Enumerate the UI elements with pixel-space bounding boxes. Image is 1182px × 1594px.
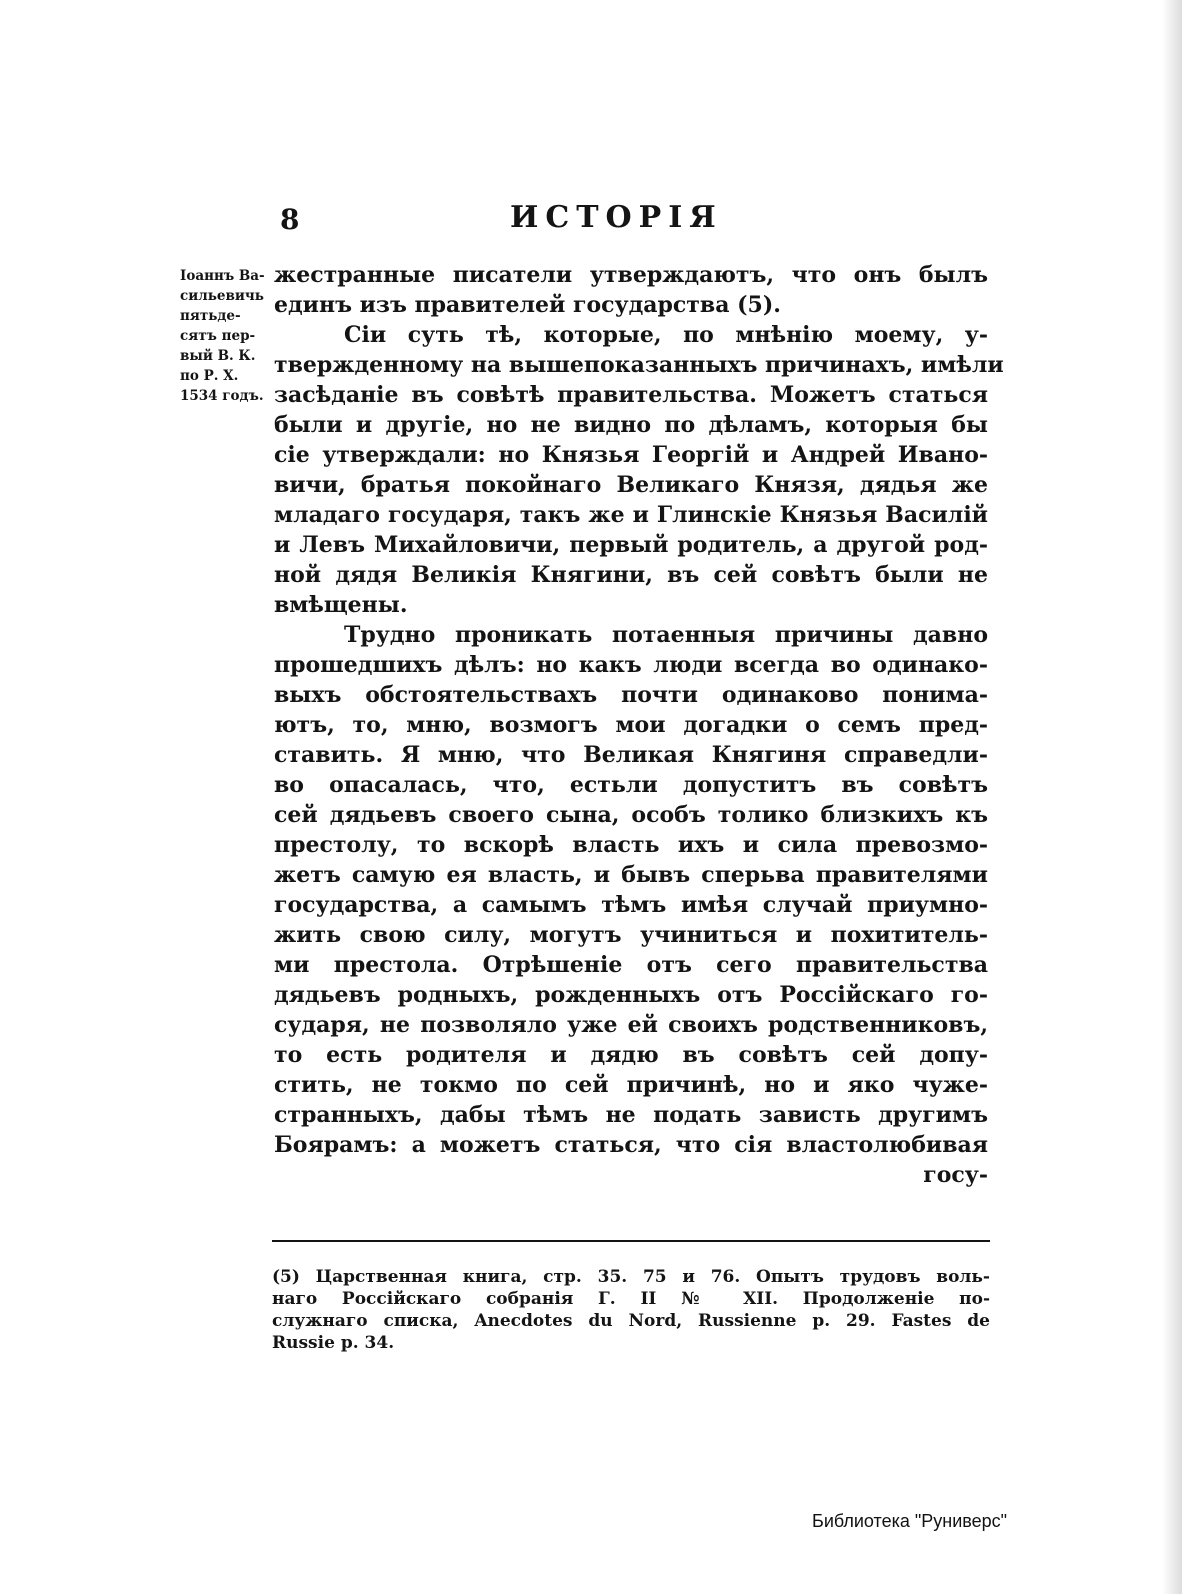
margin-note-line: сятъ пер-: [180, 328, 256, 344]
text-line: засѣданіе въ совѣтѣ правительства. Можетъ статься: [274, 382, 988, 408]
text-line: твержденному на вышепоказанныхъ причинахъ, имѣли: [274, 352, 1004, 378]
margin-note-line: вый В. К.: [180, 348, 256, 364]
text-line: выхъ обстоятельствахъ почти одинаково понима-: [274, 682, 988, 708]
text-line: ставить. Я мню, что Великая Княгиня справедли-: [274, 742, 988, 768]
text-line: стить, не токмо по сей причинѣ, но и яко чуже-: [274, 1072, 988, 1098]
text-line: во опасалась, что, естьли допуститъ въ совѣтъ: [274, 772, 988, 798]
footnote-rule: [272, 1240, 990, 1242]
text-line: ми престола. Отрѣшеніе отъ сего правительства: [274, 952, 988, 978]
margin-note: [180, 266, 280, 406]
text-line: то есть родителя и дядю въ совѣтъ сей допу-: [274, 1042, 988, 1068]
text-line: престолу, то вскорѣ власть ихъ и сила превозмо-: [274, 832, 988, 858]
page-number: 8: [280, 203, 300, 236]
text-line: жестранные писатели утверждаютъ, что онъ былъ: [274, 262, 988, 288]
running-title: ИСТОРІЯ: [510, 200, 723, 235]
text-line: странныхъ, дабы тѣмъ не подать зависть другимъ: [274, 1102, 988, 1128]
footnote: [272, 1266, 990, 1354]
text-line: жить свою силу, могутъ учиниться и похититель-: [274, 922, 988, 948]
text-line: единъ изъ правителей государства (5).: [274, 292, 781, 318]
page-edge-shadow: [1162, 0, 1182, 1594]
text-line: ютъ, то, мню, возмогъ мои догадки о семъ пред-: [274, 712, 988, 738]
text-line: жетъ самую ея власть, и бывъ сперьва правителями: [274, 862, 988, 888]
margin-note-line: сильевичь: [180, 288, 264, 304]
margin-note-line: 1534 годъ.: [180, 388, 264, 404]
text-line: были и другіе, но не видно по дѣламъ, которыя бы: [274, 412, 988, 438]
footnote-line: наго Россійскаго собранія Г. II № XII. Продолженіе по-: [272, 1289, 990, 1309]
text-line: Боярамъ: а можетъ статься, что сія властолюбивая: [274, 1132, 988, 1158]
text-line: прошедшихъ дѣлъ: но какъ люди всегда во одинако-: [274, 652, 988, 678]
margin-note-line: Іоаннъ Ва-: [180, 268, 265, 284]
text-line: младаго государя, такъ же и Глинскіе Князья Василій: [274, 502, 988, 528]
footnote-line: Russie p. 34.: [272, 1333, 395, 1353]
footnote-line: служнаго списка, Anecdotes du Nord, Russienne p. 29. Fastes de: [272, 1311, 990, 1331]
catchword: госу-: [923, 1162, 988, 1188]
text-line: вичи, братья покойнаго Великаго Князя, дядья же: [274, 472, 988, 498]
margin-note-line: по Р. Х.: [180, 368, 239, 384]
text-line: сей дядьевъ своего сына, особъ толико близкихъ къ: [274, 802, 988, 828]
text-line: дядьевъ родныхъ, рожденныхъ отъ Россійскаго го-: [274, 982, 988, 1008]
text-line: Сіи суть тѣ, которые, по мнѣнію моему, у-: [344, 322, 988, 348]
footnote-line: (5) Царственная книга, стр. 35. 75 и 76. Опытъ трудовъ воль-: [272, 1267, 990, 1287]
text-line: сіе утверждали: но Князья Георгій и Андрей Ивано-: [274, 442, 988, 468]
text-line: вмѣщены.: [274, 592, 408, 618]
text-line: и Левъ Михайловичи, первый родитель, а другой род-: [274, 532, 988, 558]
text-line: государства, а самымъ тѣмъ имѣя случай приумно-: [274, 892, 988, 918]
text-line: ной дядя Великія Княгини, въ сей совѣтъ были не: [274, 562, 988, 588]
body-text: [274, 260, 1004, 1190]
text-line: сударя, не позволяло уже ей своихъ родственниковъ,: [274, 1012, 988, 1038]
text-line: Трудно проникать потаенныя причины давно: [344, 622, 988, 648]
library-watermark: Библиотека "Руниверс": [812, 1511, 1008, 1531]
margin-note-line: пятьде-: [180, 308, 241, 324]
